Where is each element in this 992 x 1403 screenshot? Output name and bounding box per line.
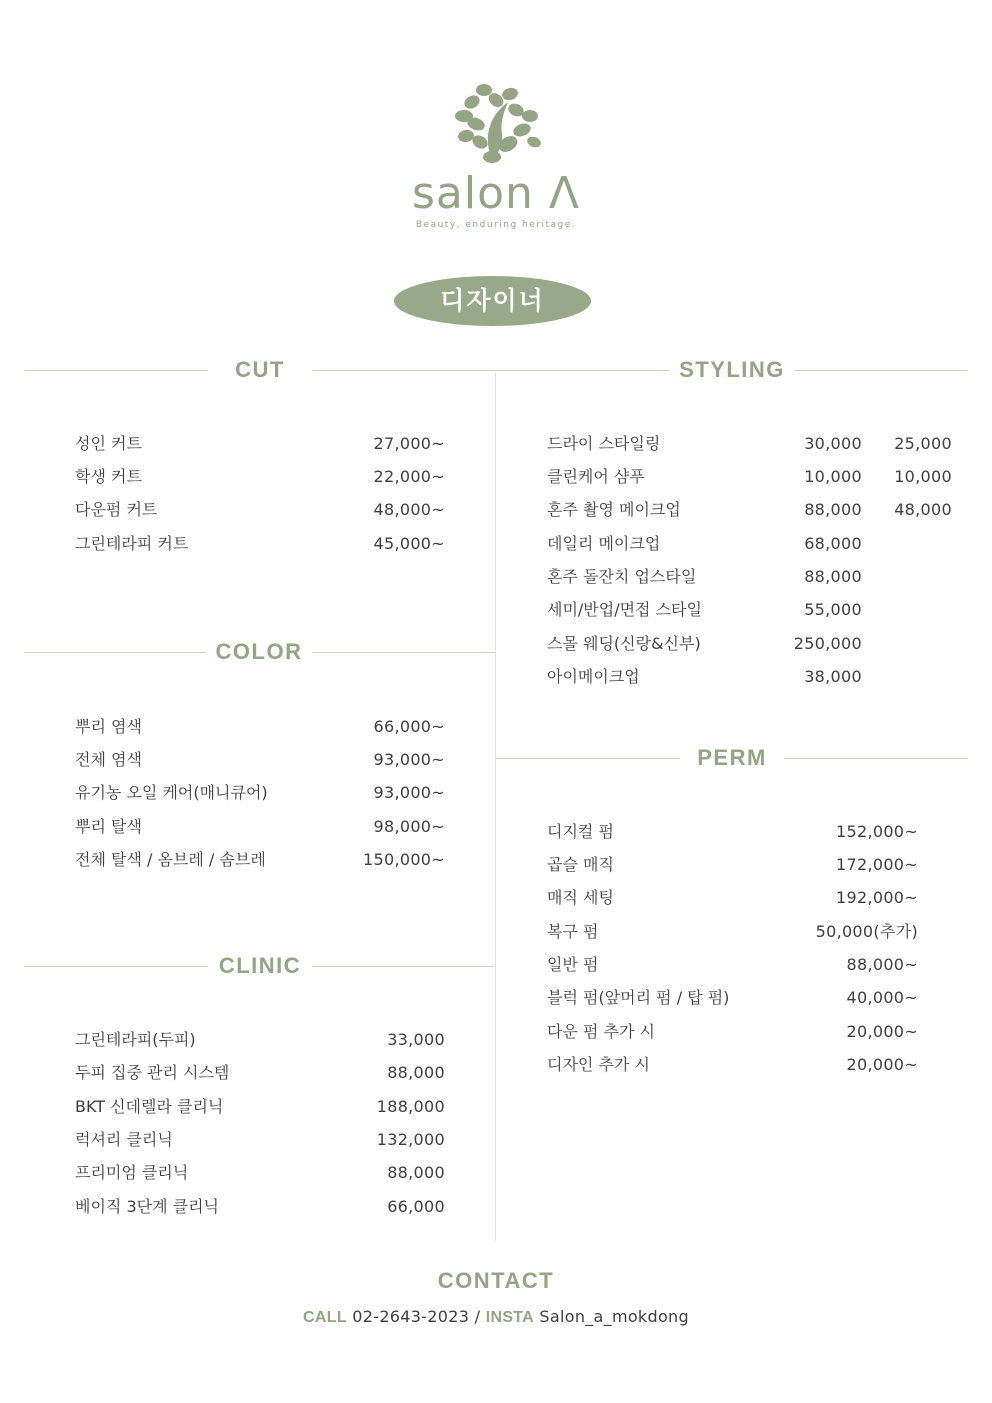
item-price: 48,000~ [373,500,445,519]
divider-line [312,370,496,371]
item-price: 68,000 [804,534,862,553]
item-name: 드라이 스타일링 [547,434,661,453]
divider-line [24,652,206,653]
item-price: 98,000~ [373,817,445,836]
item-price: 88,000 [387,1163,445,1182]
section-title-cut: CUT [235,357,285,382]
item-name: 성인 커트 [75,434,142,453]
list-item [75,849,445,871]
list-item [75,716,445,738]
list-item [75,1029,445,1051]
brand-tagline: Beauty, enduring heritage. [415,220,577,230]
item-name: 다운펌 커트 [75,500,158,519]
list-item [75,816,445,838]
item-name: 두피 집중 관리 시스템 [75,1063,230,1082]
list-item [547,633,862,655]
item-name: 베이직 3단계 클리닉 [75,1197,219,1216]
list-item [547,921,918,943]
section-title-perm: PERM [697,745,767,770]
divider-line [784,758,968,759]
list-item [75,749,445,771]
item-name: 복구 펌 [547,922,599,941]
section-title-clinic: CLINIC [218,953,302,978]
contact-separator: / [474,1307,481,1326]
list-item [75,533,445,555]
item-price: 27,000~ [373,434,445,453]
item-name: 스몰 웨딩(신랑&신부) [547,634,701,653]
item-price: 152,000~ [836,822,918,841]
coral-leaf-icon [452,82,544,168]
item-price: 45,000~ [373,534,445,553]
item-price: 132,000 [376,1130,445,1149]
item-name: 다운 펌 추가 시 [547,1022,655,1041]
item-name: 곱슬 매직 [547,855,614,874]
item-name: 세미/반업/면접 스타일 [547,600,702,619]
item-price: 50,000(추가) [815,922,918,941]
item-price-secondary: 48,000 [894,500,952,519]
list-item [547,566,862,588]
list-item [547,887,918,909]
list-item [75,1129,445,1151]
item-name: 데일리 메이크업 [547,534,661,553]
item-name: 럭셔리 클리닉 [75,1130,173,1149]
list-item [75,433,445,455]
item-name: 혼주 촬영 메이크업 [547,500,681,519]
list-item [547,433,862,455]
list-item [547,854,918,876]
list-item [75,1162,445,1184]
item-price: 88,000 [804,500,862,519]
list-item [75,1062,445,1084]
item-price: 33,000 [387,1030,445,1049]
contact-line [0,1307,992,1327]
item-name: 유기농 오일 케어(매니큐어) [75,783,268,802]
item-name: 디자인 추가 시 [547,1055,650,1074]
insta-handle[interactable]: Salon_a_mokdong [539,1307,689,1326]
item-price: 20,000~ [846,1022,918,1041]
list-item [75,1096,445,1118]
item-price: 88,000 [387,1063,445,1082]
item-price: 38,000 [804,667,862,686]
item-price: 172,000~ [836,855,918,874]
list-item [547,987,918,1009]
item-name: 그린테라피 커트 [75,534,189,553]
list-item [547,499,862,521]
list-item [547,954,918,976]
list-item [547,466,862,488]
item-price-secondary: 10,000 [894,467,952,486]
item-price: 88,000 [804,567,862,586]
list-item [547,1021,918,1043]
item-price: 30,000 [804,434,862,453]
section-title-color: COLOR [215,639,303,664]
item-price: 66,000 [387,1197,445,1216]
item-name: 일반 펌 [547,955,599,974]
item-name: 전체 탈색 / 옴브레 / 솜브레 [75,850,266,869]
divider-line [24,370,208,371]
item-name: 그린테라피(두피) [75,1030,196,1049]
item-price: 250,000 [793,634,862,653]
divider-line [24,966,208,967]
item-price: 88,000~ [846,955,918,974]
item-name: 뿌리 염색 [75,717,142,736]
list-item [75,782,445,804]
list-item [547,666,862,688]
list-item [547,1054,918,1076]
item-price: 10,000 [804,467,862,486]
list-item [547,533,862,555]
item-price: 192,000~ [836,888,918,907]
item-price: 20,000~ [846,1055,918,1074]
designer-badge: 디자이너 [394,276,591,326]
insta-label: INSTA [485,1309,535,1326]
item-name: 클린케어 샴푸 [547,467,645,486]
item-name: 아이메이크업 [547,667,640,686]
brand-name: salon Λ [411,168,580,219]
list-item [75,499,445,521]
item-name: 뿌리 탈색 [75,817,142,836]
item-name: 매직 세팅 [547,888,614,907]
item-price: 40,000~ [846,988,918,1007]
item-name: BKT 신데렐라 클리닉 [75,1097,224,1116]
divider-line [312,652,496,653]
divider-line [496,370,670,371]
item-name: 전체 염색 [75,750,142,769]
item-price: 66,000~ [373,717,445,736]
item-price: 55,000 [804,600,862,619]
list-item [547,599,862,621]
list-item [547,821,918,843]
item-price: 22,000~ [373,467,445,486]
item-name: 프리미엄 클리닉 [75,1163,189,1182]
contact-title: CONTACT [437,1268,555,1293]
item-name: 블럭 펌(앞머리 펌 / 탑 펌) [547,988,730,1007]
column-divider [495,373,496,1241]
item-price: 93,000~ [373,783,445,802]
list-item [75,1196,445,1218]
divider-line [312,966,496,967]
item-name: 학생 커트 [75,467,142,486]
phone-number[interactable]: 02-2643-2023 [352,1307,470,1326]
item-name: 혼주 돌잔치 업스타일 [547,567,697,586]
item-price: 188,000 [376,1097,445,1116]
item-price: 93,000~ [373,750,445,769]
section-title-styling: STYLING [679,357,785,382]
call-label: CALL [303,1309,347,1326]
divider-line [496,758,680,759]
item-name: 디지컬 펌 [547,822,614,841]
divider-line [794,370,968,371]
list-item [75,466,445,488]
item-price-secondary: 25,000 [894,434,952,453]
item-price: 150,000~ [363,850,445,869]
